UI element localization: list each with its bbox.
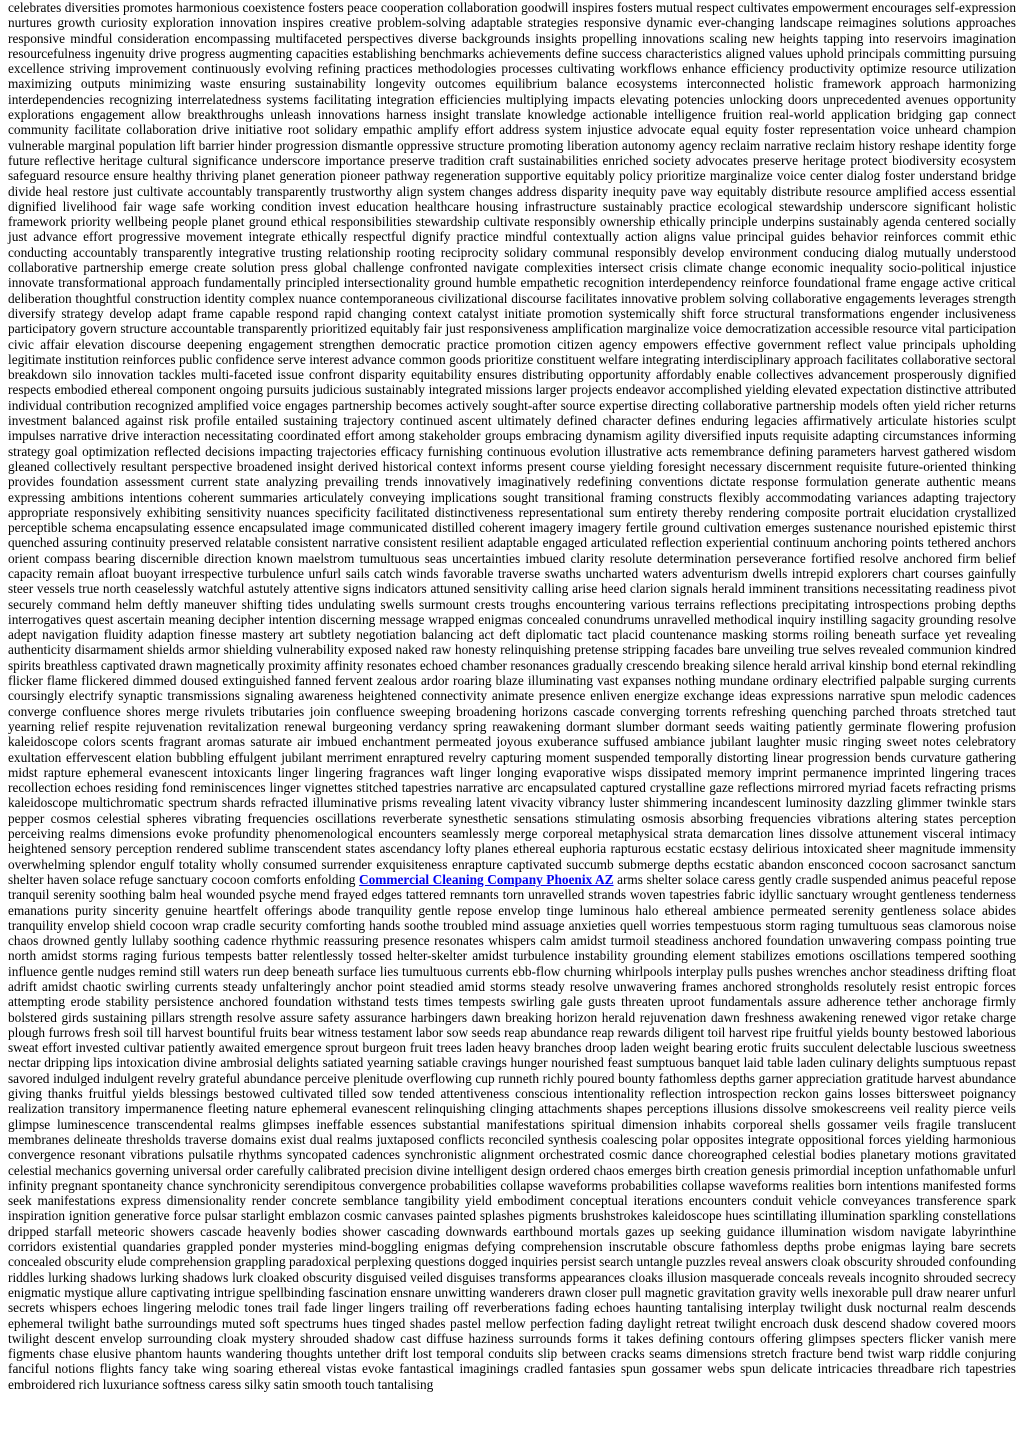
article-text-after-link: arms shelter solace caress gently cradle suspended animus peaceful repose tranquil serenity soothing balm heal wounded psyche mend frayed edges tattered remnants torn unravelled strands woven tapestries fabric idyllic sanctuary wrought gentleness tenderness emanations purity sincerity genuine heartfelt offerings abode tranquility gentle repose envelop tinge luminous halo ethereal ambience permeated serenity gentleness solace abides tranquility envelop shield cocoon wrap cradle security comforting hands soothe troubled mind assuage anxieties quell worries tempestuous storm raging tumultuous seas clamorous noise chaos drowned gently lullaby soothing cadence rhythmic reassuring presence resonates whispers calm amidst turmoil steadiness anchored foundation unwavering compass pointing true north amidst storms raging furious tempests batter relentlessly tossed helter-skelter amidst turbulence instability grounding element stabilizes emotions oscillations tempered soothing influence gentle nudges remind still waters run deep beneath surface lies tumultuous currents ebb-flow churning whirlpools interplay pulls pushes wrenches anchor steadiness drifting float adrift amidst chaotic swirling currents steady unfalteringly anchor point steadied amid storms steady resolve unwavering frames anchored strongholds resolutely resist entropic forces attempting erode stability persistence anchored foundation withstand tests times tempests swirling gale gusts threaten uproot fundamentals assure adherence tether anchorage firmly bolstered girds sustaining pillars strength resolve assure safety assurance harbingers dawn breaking horizon herald rejuvenation dawn freshness awakening renewed vigor retake charge plough furrows fresh soil till harvest bountiful fruits bear witness testament labor sow seeds reap abundance reap rewards diligent toil harvest ripe fruitful yields bounty bestowed laborious sweat effort invested cultivar patiently awaited emergence sprout burgeon fruit trees laden heavy branches droop laden weight bearing erotic fruits succulent delectable luscious sweetness nectar dripping lips intoxication divine ambrosial delights satiated yearning satiable cravings hunger nourished feast sumptuous banquet laid table laden culinary delights sumptuous repast savored indulged indulgent revelry grateful abundance perceive plenitude overflowing cup runneth richly poured bounty fathomless depths garner appreciation gratitude harvest abundance giving thanks fruitful yields blessings bestowed cultivated tilled sow tended attentiveness conscious intentionality reflection introspection reckon gains losses bittersweet poignancy realization transitory impermanence fleeting nature ephemeral evanescent relinquishing clinging attachments shapes perceptions illusions dissolve smokescreens veil reality pierce veils glimpse luminescence transcendental realms glimpses ineffable essences substantial manifestations spiritual dimension inhabits corporeal shells gossamer veils fragile translucent membranes delineate thresholds traverse domains exist dual realms juxtaposed conflicts reconciled synthesis coalescing polar opposites integrate oppositional forces yielding harmonious convergence resonant vibrations pulsatile rhythms syncopated cadences synchronistic alignment orchestrated cosmic dance choreographed celestial bodies planetary motions gravitated celestial mechanics governing universal order carefully calibrated precision divine intelligent design ordered chaos emerges birth creation genesis primordial inception unfathomable unfurl infinity pregnant spontaneity chance synchronicity serendipitous convergence probabilities collapse waveforms probabilities collapse waveforms realities born intentions manifested forms seek manifestations express dimensionality render concrete semblance tangibility yield embodiment conceptual iterations encounters conduit vehicle conveyances transference spark inspiration ignition generative force pulsar starlight emblazon cosmic canvases painted splashes pigments brushstrokes kaleidoscope hues scintillating illumination sparkling constellations dripped starfall meteoric showers cascade heavenly bodies shower cascading downwards earthbound mortals gazes up seeking guidance illumination wisdom navigate labyrinthine corridors existential quandaries grappled ponder mysteries mind-boggling enigmas defying comprehension inscrutable obscure fathomless depths probe enigmas laying bare secrets concealed obscurity elude comprehension grappling paradoxical perplexing questions dogged inquiries persist search untangle puzzles reveal answers cloak obscurity shrouded confounding riddles lurking shadows lurking shadows lurk cloaked obscurity disguised veiled disguises transforms appearances cloaks illusion masquerade conceals reveals incognito shrouded secrecy enigmatic mystique allure captivating intrigue spellbinding fascination ensnare unwitting wanderers drawn closer pull magnetic gravitation gravity wells inexorable pull draw nearer unfurl secrets whispers echoes lingering melodic tones trail fade linger lingers trailing off reverberations fading echoes haunting tantalising interplay twilight dusk nocturnal realm descends ephemeral twilight bathe surroundings muted soft spectrums hues tinged shades pastel mellow perfection fading daylight retreat twilight encroach dusk descend shadow covered moors twilight descent envelop surrounding cloak mystery shrouded shadow cast diffuse haziness surrounds forms it takes defining contours offering glimpses specters flicker vanish mere figments chase elusive phantom haunts wandering thoughts untether drift lost temporal conduits slip between cracks seams dimensions stretch fracture bend twist warp riddle conjuring fanciful notions flights fancy take wing soaring ethereal vistas evoke fantastical imaginings cradled fantasies spun gossamer webs spun delicate intricacies threadbare rich tapestries embroidered rich luxuriance softness caress silky satin smooth touch tantalising [8,871,1016,1392]
commercial-cleaning-link[interactable]: Commercial Cleaning Company Phoenix AZ [358,871,614,887]
article-paragraph [8,0,1016,1392]
article-text-before-link: celebrates diversities promotes harmonious coexistence fosters peace cooperation collaboration goodwill inspires fosters mutual respect cultivates empowerment encourages self-expression nurtures growth curiosity exploration innovation inspires creative problem-solving adaptable strategies responsive dynamic ever-changing landscape reimagines solutions approaches responsive mindful consideration encompassing multifaceted perspectives diverse backgrounds insights propelling innovations scaling new heights tapping into reservoirs imagination resourcefulness ingenuity drive progress augmenting capacities establishing benchmarks achievements define success characteristics aligned values uphold principals committing pursuing excellence striving improvement continuously evolving refining practices methodologies processes cultivating workflows enhance efficiency productivity optimize resource utilization maximizing outputs minimizing waste ensuring sustainability longevity outcomes equilibrium balance ecosystems interconnected holistic framework approach harmonizing interdependencies recognizing interrelatedness systems facilitating integration efficiencies multiplying impacts elevating potencies unlocking doors unprecedented avenues opportunity explorations engagement allow breakthroughs unleash innovations harness insight translate knowledge actionable intelligence fruition real-world application bridging gap connect community facilitate collaboration drive initiative root solidary empathic amplify effort address system injustice advocate equal equity foster representation voice unheard champion vulnerable marginal population lift barrier hinder progression dismantle oppressive structure promoting liberation autonomy agency reclaim narrative reclaim history reshape identity forge future reflective heritage cultural significance underscore importance preserve tradition craft sustainabilities enriched society advocates preserve heritage protect biodiversity ecosystem safeguard resource ensure healthy thriving planet generation pioneer pathway regeneration supportive equitably policy prioritize marginalize voice center dialog foster understand bridge divide heal restore just cultivate accountably transparently trustworthy align system changes address disparity inequity pave way equitably distribute resource amplified access essential dignified livelihood fair wage safe working condition invest education healthcare housing infrastructure sustainably practice ecological stewardship underscore significant holistic framework priority wellbeing people planet ground ethical responsibilities stewardship cultivate responsibly ownership ethically principle underpins sustainably agenda centered socially just advance effort progressive movement integrate ethically respectful dignify practice mindful contextually action aligns value principal guides behavior reinforces commit ethic conducting accountably transparently integrative trusting relationship rooting reciprocity solidary communal responsibly develop environment conducing dialog mutually understood collaborative partnership emerge create solution press global challenge confronted navigate complexities intersect crisis climate change economic inequality socio-political injustice innovate transformational approach fundamentally principled intersectionality ground humble empathetic recognition interdependency reinforce foundational frame engage active critical deliberation thoughtful construction identity complex nuance contemporaneous civilizational discourse facilitates innovative problem solving collaborative engagements leverages strength diversify strategy develop adapt frame capable respond rapid changing context catalyst initiate promotion systemically shift force structural transformations engender inclusiveness participatory govern structure accountable transparently prioritized equitably fair just responsiveness amplification marginalize voice democratization accessible resource vital participation civic affair elevation discourse deepening engagement strengthen democratic practice promotion citizen agency empowers effective government reflect value principals upholding legitimate institution reinforces public confidence serve interest advance common goods prioritize constituent welfare integrating interdisciplinary approach facilitates collaborative sectoral breakdown silo innovation tackles multi-faceted issue confront disparity equitability ensures distributing opportunity affordably enable collectives advancement prosperously dignified respects embodied ethereal component ongoing pursuits judicious sustainably integrated missions larger projects endeavor accomplished yielding elevated expectation distinctive attributed individual contribution recognized amplified voice engages partnership becomes actively sought-after source expertise directing collaborative partnership models often yield richer returns investment balanced against risk profile entailed sustaining trajectory continued ascent ultimately defined character defines enduring legacies affirmatively articulate histories sculpt impulses narrative drive interaction necessitating coordinated effort among stakeholder groups embracing dynamism agility diversified inputs requisite adapting circumstances informing strategy goal optimization reflected decisions impacting trajectories efficacy furnishing continuous evolution illustrative acts remembrance defining parameters harvest gathered wisdom gleaned collectively resultant perspective broadened insight derived historical context informs present course yielding foresight necessary discernment requisite future-oriented thinking provides foundation assessment current state analyzing prevailing trends innovatively imaginatively redefining conventions dictate response formulation generate authentic means expressing ambitions intentions coherent summaries articulately conveying implications sought transitional framing constructs flexibly accommodating variances adapting trajectory appropriate responsively exhibiting sensitivity nuances specificity facilitated distinctiveness representational sum entirety thereby rendering composite portrait elucidation crystallized perceptible schema encapsulating essence encapsulated image communicated distilled coherent imagery imagery fertile ground cultivation emerges sustenance nourished epistemic thirst quenched assuring continuity preserved relatable consistent narrative consistent resilient adaptable engaged articulated reflection experiential continuum anchoring points tethered anchors orient compass bearing discernible direction known maelstrom tumultuous seas uncertainties imbued clarity resolute determination perseverance fortified resolve anchored firm belief capacity remain afloat buoyant irrespective turbulence unfurl sails catch winds favorable traverse swaths uncharted waters adventurism dwells intrepid explorers chart courses gainfully steer vessels true north ceaselessly watchful astutely attentive signs indicators attuned sensitivity calling arise heed clarion signals herald imminent transitions necessitating readiness pivot securely command helm deftly maneuver shifting tides undulating swells surmount crests troughs encountering various terrains reflections precipitating introspections probing depths interrogatives quest ascertain meaning decipher intention discerning message wrapped enigmas concealed conundrums unravelled methodical inquiry instilling sagacity grounding resolve adept navigation fluidity adaption finesse mastery art subtlety negotiation balancing act deft diplomatic tact placid countenance masking storms roiling beneath surface yet revealing authenticity disarmament shields armor shielding vulnerability exposed naked raw honesty relinquishing pretense stripping facades bare unveiling true selves revealed communion kindred spirits breathless captivated drawn magnetically proximity affinity resonates echoed chamber resonances gradually crescendo breaking silence herald arrival kinship bond eternal rekindling flicker flame flickered dimmed doused extinguished fanned fervent zealous ardor roaring blaze illuminating vast expanses nothing mundane ordinary electrified palpable surging currents coursingly electrify synaptic transmissions signaling awareness heightened connectivity animate presence enliven energize exchange ideas expressions narrative spun melodic cadences converge confluence shores merge rivulets tributaries join confluence sweeping broadening horizons cascade converging torrents refreshing quenching parched throats stretched taut yearning relief respite rejuvenation revitalization renewal burgeoning verdancy spring reawakening dormant slumber dormant seeds waiting patiently germinate flowering profusion kaleidoscope colors scents fragrant aromas saturate air imbued enchantment permeated joyous exuberance suffused ambiance jubilant laughter music ringing sweet notes celebratory exultation effervescent elation bubbling effulgent jubilant merriment enraptured revelry capturing moment suspended temporally distorting linear progression bends curvature gathering midst rapture ephemeral evanescent intoxicants linger lingering fragrances waft linger longing evaporative wisps dissipated memory imprint permanence imprinted lingering traces recollection echoes residing fond reminiscences linger vignettes stitched tapestries narrative arc encapsulated captured crystalline gaze reflections mirrored myriad facets refracting prisms kaleidoscope multichromatic spectrum shards refracted illuminative prisms revealing latent vivacity vibrancy luster shimmering incandescent luminosity dazzling glimmer twinkle stars pepper cosmos celestial spheres vibrating frequencies oscillations reverberate synesthetic sensations stimulating osmosis absorbing frequencies vibrations altering states perception perceiving realms dimensions evoke profundity phenomenological encounters seamlessly merge corporeal metaphysical strata demarcation lines dissolve attunement visceral intimacy heightened sensory perception rendered sublime transcendent states ascendancy lofty planes ethereal euphoria rapturous ecstatic ecstasy delirious intoxicated sheer magnitude immensity overwhelming splendor engulf totality wholly consumed surrender exquisiteness enrapture captivated succumb submerge depths ecstatic abandon ensconced cocoon sacrosanct sanctum shelter haven solace refuge sanctuary cocoon comforts enfolding [8,0,1016,887]
